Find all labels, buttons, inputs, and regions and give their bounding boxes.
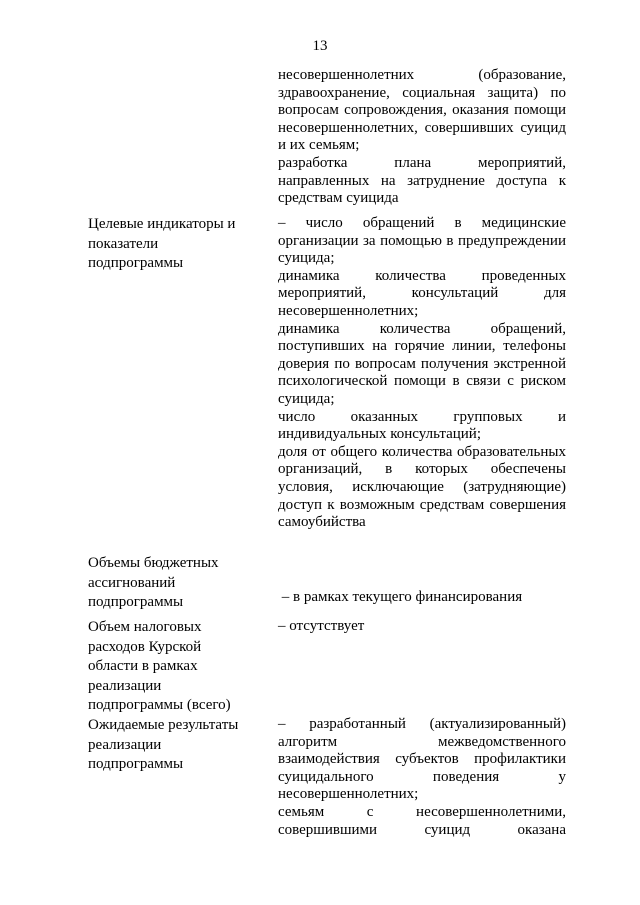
text-line: динамика количества проведенных bbox=[278, 267, 566, 284]
section-label-results bbox=[88, 716, 258, 775]
text-line: организации за помощью в предупреждении bbox=[278, 232, 566, 249]
text-line: суицида; bbox=[278, 250, 335, 267]
label-line: ассигнований bbox=[88, 574, 176, 591]
text-line: – отсутствует bbox=[278, 618, 365, 634]
text-line: взаимодействия субъектов профилактики bbox=[278, 751, 566, 768]
text-line: суицида; bbox=[278, 390, 335, 407]
text-line: вопросам сопровождения, оказания помощи bbox=[278, 102, 566, 119]
text-line: организаций, в которых обеспечены bbox=[278, 461, 566, 478]
label-line: Целевые индикаторы и bbox=[88, 216, 236, 232]
text-line: – число обращений в медицинские bbox=[278, 215, 566, 231]
section-label-tax bbox=[88, 618, 258, 716]
label-line: Объемы бюджетных bbox=[88, 555, 219, 571]
label-line: подпрограммы bbox=[88, 756, 184, 772]
text-line: мероприятий, консультаций для bbox=[278, 285, 566, 302]
section-label-budget bbox=[88, 554, 258, 613]
label-line: подпрограммы bbox=[88, 255, 184, 271]
text-line: и их семьям; bbox=[278, 137, 360, 154]
label-line: подпрограммы bbox=[88, 594, 184, 610]
text-line: несовершеннолетних; bbox=[278, 786, 419, 803]
text-line: самоубийства bbox=[278, 514, 366, 531]
text-line: доступ к возможным средствам совершения bbox=[278, 496, 566, 513]
text-line: доверия по вопросам получения экстренной bbox=[278, 355, 566, 372]
section-text-results bbox=[278, 716, 566, 839]
text-line: несовершеннолетних (образование, bbox=[278, 67, 566, 83]
text-line: индивидуальных консультаций; bbox=[278, 426, 481, 443]
label-line: Объем налоговых bbox=[88, 619, 202, 635]
label-line: области в рамках bbox=[88, 658, 198, 674]
text-line: несовершеннолетних; bbox=[278, 302, 419, 319]
label-line: показатели bbox=[88, 235, 159, 252]
text-line: – разработанный (актуализированный) bbox=[278, 716, 566, 732]
text-line: несовершеннолетних, совершивших суицид bbox=[278, 119, 566, 136]
label-line: реализации bbox=[88, 677, 162, 694]
label-line: реализации bbox=[88, 736, 162, 753]
label-line: подпрограммы (всего) bbox=[88, 697, 231, 713]
text-line: средствам суицида bbox=[278, 190, 399, 207]
section-text-indicators bbox=[278, 215, 566, 532]
text-line: психологической помощи в связи с риском bbox=[278, 373, 566, 390]
text-line: динамика количества обращений, bbox=[278, 320, 566, 337]
text-line: алгоритм межведомственного bbox=[278, 733, 566, 750]
text-line: семьям с несовершеннолетними, bbox=[278, 803, 566, 820]
text-line: здравоохранение, социальная защита) по bbox=[278, 84, 566, 101]
text-line: совершившими суицид оказана bbox=[278, 821, 566, 838]
label-line: Ожидаемые результаты bbox=[88, 717, 239, 733]
section-label-indicators bbox=[88, 215, 258, 274]
continuation-text bbox=[278, 67, 566, 208]
text-line: – в рамках текущего финансирования bbox=[278, 589, 523, 606]
text-line: поступивших на горячие линии, телефоны bbox=[278, 338, 566, 355]
section-text-tax bbox=[278, 618, 566, 636]
section-text-budget bbox=[278, 554, 566, 624]
text-line: условия, исключающие (затрудняющие) bbox=[278, 478, 566, 495]
text-line: доля от общего количества образовательных bbox=[278, 443, 566, 460]
text-line: число оказанных групповых и bbox=[278, 408, 566, 425]
text-line: разработка плана мероприятий, bbox=[278, 154, 566, 171]
page-number: 13 bbox=[312, 38, 328, 54]
label-line: расходов Курской bbox=[88, 638, 202, 655]
text-line: суицидального поведения у bbox=[278, 768, 566, 785]
text-line: направленных на затруднение доступа к bbox=[278, 172, 566, 189]
